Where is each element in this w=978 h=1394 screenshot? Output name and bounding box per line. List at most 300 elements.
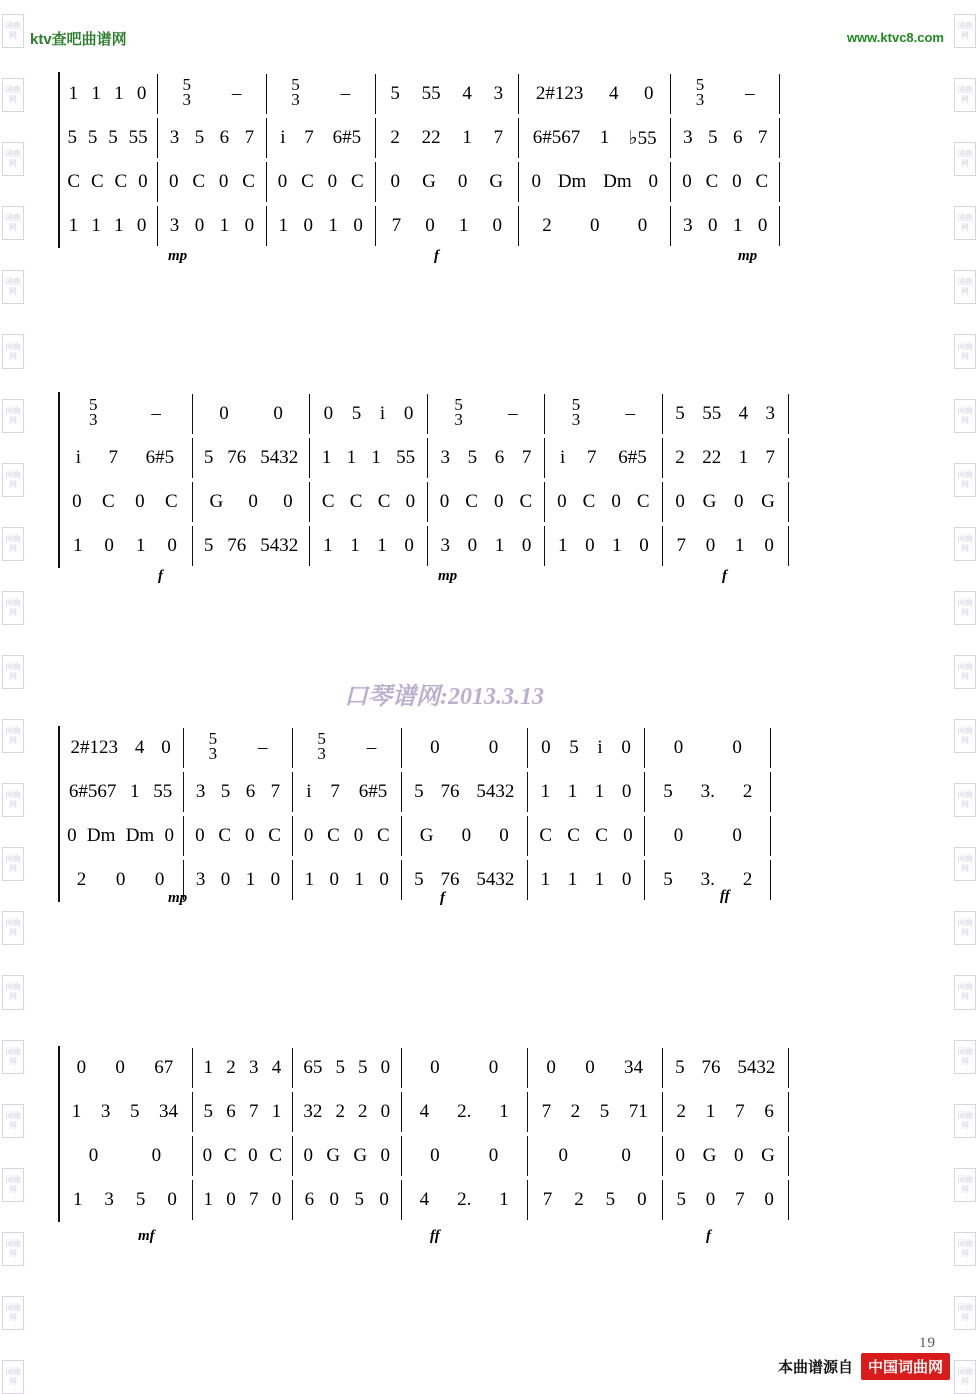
note: 5 — [605, 1189, 616, 1210]
note: 0 — [248, 1145, 258, 1166]
note: G — [761, 491, 775, 512]
watermark-tile — [954, 1296, 976, 1330]
note: 3 — [169, 215, 180, 236]
note: 2 — [226, 1057, 236, 1078]
measure — [528, 1180, 663, 1220]
note: 5 — [203, 447, 214, 468]
watermark-tile — [2, 527, 24, 561]
watermark-tile — [2, 1360, 24, 1394]
note: 0 — [585, 1057, 595, 1078]
watermark-tile — [2, 14, 24, 48]
measure — [193, 1092, 293, 1132]
watermark-tile — [954, 655, 976, 689]
note: 76 — [440, 781, 460, 802]
note: 1 — [499, 1101, 509, 1122]
measure — [58, 438, 193, 478]
note: C — [321, 491, 335, 512]
measure — [158, 206, 267, 246]
note: 0 — [673, 737, 684, 758]
watermark-tile — [2, 719, 24, 753]
note: Dm — [86, 825, 116, 846]
note: 0 — [521, 535, 532, 556]
note: C — [327, 825, 340, 846]
watermark-text: 词曲网 — [5, 1302, 21, 1322]
note: 0 — [621, 869, 632, 890]
note: 5432 — [476, 869, 515, 890]
note: 0 — [589, 215, 600, 236]
measure — [293, 860, 402, 900]
staff-row-chord — [58, 1134, 928, 1178]
watermark-text: 词曲网 — [5, 1110, 21, 1130]
note: 76 — [701, 1057, 721, 1078]
note: C — [90, 171, 104, 192]
note: 6#567 — [68, 781, 117, 802]
measure — [184, 860, 293, 900]
note: 2 — [570, 1101, 581, 1122]
note: 3 — [195, 781, 206, 802]
watermark-text: 词曲网 — [957, 1238, 973, 1258]
note: 1 — [271, 1101, 282, 1122]
note: 3 — [765, 403, 776, 424]
footer-credit — [778, 1353, 950, 1380]
note: Dm — [557, 171, 587, 192]
note: 0 — [461, 825, 472, 846]
note: C — [223, 1145, 237, 1166]
note: G — [489, 171, 504, 192]
note: 7 — [330, 781, 340, 802]
note: 1 — [72, 535, 83, 556]
note: 7 — [248, 1101, 259, 1122]
watermark-tile — [2, 142, 24, 176]
note: 5432 — [260, 447, 299, 468]
note: 7 — [248, 1189, 259, 1210]
staff-row-melody — [58, 392, 928, 436]
note: 5 — [708, 127, 718, 148]
measure — [663, 394, 789, 434]
note: 0 — [675, 491, 685, 512]
staff-row-harmony — [58, 1090, 928, 1134]
measure — [402, 860, 528, 900]
measure — [663, 526, 789, 566]
note: 6 — [226, 1101, 236, 1122]
note: C — [192, 171, 205, 192]
measure — [193, 482, 310, 522]
note: 0 — [733, 491, 744, 512]
note: 0 — [541, 737, 551, 758]
note: 3. — [700, 781, 715, 802]
note: 0 — [379, 869, 389, 890]
note: 0 — [499, 825, 509, 846]
note: 7 — [735, 1189, 745, 1210]
measure — [293, 1180, 402, 1220]
measure — [293, 1092, 402, 1132]
note: 0 — [493, 491, 504, 512]
note: C — [755, 171, 769, 192]
watermark-text: 词曲网 — [957, 21, 973, 41]
note: 0 — [585, 535, 595, 556]
measure — [528, 860, 645, 900]
watermark-text: 词曲网 — [5, 982, 21, 1002]
measure — [193, 1048, 293, 1088]
note: 0 — [488, 1057, 499, 1078]
note: 5 — [414, 869, 424, 890]
watermark-tile — [2, 78, 24, 112]
note: 0 — [757, 215, 768, 236]
note: 5 3 — [291, 74, 300, 110]
note: 0 — [353, 825, 364, 846]
note: 0 — [430, 1057, 440, 1078]
staff-row-melody — [58, 1046, 928, 1090]
note: 55 — [396, 447, 416, 468]
note: 0 — [244, 215, 255, 236]
note: 6 — [219, 127, 230, 148]
note: G — [326, 1145, 341, 1166]
note: C — [636, 491, 650, 512]
watermark-tile — [954, 14, 976, 48]
note: 2 — [742, 869, 753, 890]
note: C — [567, 825, 580, 846]
note: 32 — [303, 1101, 323, 1122]
note: 0 — [104, 535, 114, 556]
measure — [428, 526, 545, 566]
note: 1 — [499, 1189, 509, 1210]
note: 1 — [735, 535, 745, 556]
note: 0 — [248, 491, 258, 512]
watermark-text: 词曲网 — [5, 790, 21, 810]
note: C — [377, 825, 390, 846]
note: C — [350, 171, 364, 192]
note: 5 — [675, 1057, 685, 1078]
measure — [528, 1092, 663, 1132]
note: 0 — [708, 215, 718, 236]
note: 1 — [354, 869, 364, 890]
note: C — [114, 171, 128, 192]
measure — [376, 74, 520, 114]
measure — [58, 1048, 193, 1088]
note: 0 — [546, 1057, 556, 1078]
note: 0 — [161, 737, 171, 758]
note: 0 — [115, 869, 126, 890]
note: 1 — [557, 535, 568, 556]
note: 2#123 — [70, 737, 118, 758]
note: 4 — [419, 1189, 430, 1210]
note: G — [353, 1145, 368, 1166]
note: 1 — [68, 215, 79, 236]
note: G — [209, 491, 224, 512]
note: 0 — [327, 171, 338, 192]
note: 55 — [153, 781, 173, 802]
note: 65 — [303, 1057, 323, 1078]
note: 7 — [765, 447, 776, 468]
note: 0 — [764, 1189, 774, 1210]
note: – — [231, 83, 242, 104]
measure — [267, 206, 376, 246]
note: 1 — [203, 1057, 213, 1078]
measure — [193, 1136, 293, 1176]
note: 3 — [683, 215, 693, 236]
site-name-left: ktv查吧曲谱网 — [30, 31, 127, 48]
note: 5 — [569, 737, 579, 758]
note: 76 — [227, 447, 247, 468]
note: 0 — [705, 535, 716, 556]
note: 0 — [557, 491, 567, 512]
note: 0 — [202, 1145, 213, 1166]
watermark-text: 词曲网 — [5, 277, 21, 297]
note: 6 — [245, 781, 256, 802]
note: 2. — [457, 1101, 472, 1122]
measure — [428, 482, 545, 522]
note: i — [560, 447, 566, 468]
note: 0 — [167, 535, 177, 556]
watermark-text: 词曲网 — [957, 1174, 973, 1194]
note: 5 3 — [317, 728, 326, 764]
note: 55 — [421, 83, 441, 104]
measure — [58, 482, 193, 522]
note: 0 — [644, 83, 654, 104]
watermark-text: 词曲网 — [957, 726, 973, 746]
measure — [645, 816, 771, 856]
note: 4 — [608, 83, 619, 104]
note: 5 — [203, 535, 214, 556]
note: 2 — [742, 781, 753, 802]
note: 4 — [134, 737, 145, 758]
note: G — [422, 171, 436, 192]
staff-row-chord — [58, 814, 928, 858]
watermark-tile — [954, 1360, 976, 1394]
note: 1 — [71, 1101, 82, 1122]
note: 0 — [637, 215, 648, 236]
dynamic-marking: f — [434, 248, 439, 264]
watermark-text: 词曲网 — [5, 918, 21, 938]
measure — [545, 526, 662, 566]
dynamic-marking: f — [722, 568, 727, 584]
note: C — [269, 1145, 283, 1166]
measure — [402, 1180, 528, 1220]
measure — [58, 162, 158, 202]
watermark-text: 词曲网 — [5, 149, 21, 169]
watermark-text: 词曲网 — [957, 533, 973, 553]
watermark-text: 词曲网 — [5, 661, 21, 681]
watermark-tile — [954, 334, 976, 368]
measure — [293, 1136, 402, 1176]
note: 0 — [283, 491, 293, 512]
note: 2 — [76, 869, 87, 890]
staff-row-harmony — [58, 436, 928, 480]
measure — [528, 772, 645, 812]
note: 5 3 — [182, 74, 191, 110]
measure — [545, 438, 662, 478]
note: 2 — [676, 1101, 687, 1122]
note: 6 — [494, 447, 505, 468]
watermark-tile — [2, 1296, 24, 1330]
note: 0 — [439, 491, 450, 512]
measure — [402, 1092, 528, 1132]
note: 3 — [169, 127, 180, 148]
note: C — [242, 171, 255, 192]
note: 0 — [168, 171, 179, 192]
watermark-text: 词曲网 — [957, 341, 973, 361]
note: 0 — [705, 1189, 716, 1210]
note: 5 — [87, 127, 98, 148]
score-system — [58, 392, 928, 584]
watermark-text: 词曲网 — [5, 1367, 21, 1387]
note: 7 — [757, 127, 768, 148]
watermark-text: 词曲网 — [957, 597, 973, 617]
measure — [58, 860, 184, 900]
watermark-tile — [954, 1104, 976, 1138]
note: 1 — [494, 535, 505, 556]
note: 5432 — [260, 535, 299, 556]
note: 34 — [623, 1057, 643, 1078]
note: 1 — [203, 1189, 213, 1210]
watermark-tile — [954, 783, 976, 817]
note: 67 — [154, 1057, 174, 1078]
note: 1 — [278, 215, 289, 236]
measure — [293, 728, 402, 768]
watermark-tile — [2, 975, 24, 1009]
note: – — [625, 403, 635, 424]
note: 5 — [354, 1189, 364, 1210]
watermark-tile — [2, 399, 24, 433]
note: 1 — [567, 869, 578, 890]
note: 0 — [404, 535, 414, 556]
note: 0 — [531, 171, 541, 192]
note: 5 — [194, 127, 205, 148]
watermark-text: 词曲网 — [5, 1046, 21, 1066]
note: 3 — [104, 1189, 114, 1210]
note: C — [164, 491, 178, 512]
measure — [293, 816, 402, 856]
note: 0 — [136, 83, 147, 104]
measure — [645, 772, 771, 812]
note: C — [539, 825, 553, 846]
note: 2 — [335, 1101, 345, 1122]
watermark-text: 词曲网 — [957, 213, 973, 233]
measure — [519, 74, 671, 114]
measure — [545, 394, 662, 434]
note: 0 — [329, 869, 340, 890]
note: 5 — [599, 1101, 610, 1122]
dynamic-marking: ff — [430, 1228, 440, 1244]
watermark-tile — [2, 1232, 24, 1266]
note: 1 — [350, 535, 360, 556]
watermark-tile — [954, 975, 976, 1009]
measure — [58, 526, 193, 566]
measure — [184, 816, 293, 856]
note: 0 — [558, 1145, 568, 1166]
watermark-tile — [2, 270, 24, 304]
note: Dm — [125, 825, 155, 846]
measure — [645, 728, 771, 768]
dynamic-marking: f — [440, 890, 445, 906]
note: 0 — [226, 1189, 236, 1210]
note: 7 — [735, 1101, 745, 1122]
measure — [267, 74, 376, 114]
measure — [58, 206, 158, 246]
watermark-text: 词曲网 — [5, 213, 21, 233]
note: 0 — [218, 171, 229, 192]
note: 2#123 — [535, 83, 584, 104]
note: 0 — [488, 737, 499, 758]
note: 2 — [542, 215, 552, 236]
note: 4 — [419, 1101, 430, 1122]
measure — [58, 74, 158, 114]
watermark-tile — [954, 463, 976, 497]
measure — [402, 772, 528, 812]
watermark-text: 词曲网 — [957, 790, 973, 810]
note: ♭55 — [628, 127, 657, 149]
note: 5 — [358, 1057, 368, 1078]
note: i — [306, 781, 312, 802]
note: 0 — [637, 1189, 647, 1210]
measure — [671, 74, 780, 114]
note: 0 — [648, 171, 658, 192]
note: 3 — [440, 447, 451, 468]
measure — [663, 1048, 789, 1088]
score-system — [58, 726, 928, 906]
measure — [663, 438, 789, 478]
note: 0 — [72, 491, 82, 512]
note: 5 — [220, 781, 231, 802]
note: 5 — [414, 781, 424, 802]
measure — [58, 118, 158, 158]
note: 1 — [458, 215, 469, 236]
footer-source-label: 本曲谱源自 — [777, 1359, 853, 1376]
note: 1 — [114, 215, 124, 236]
footer-brand-badge[interactable]: 中国词曲网 — [861, 1353, 950, 1380]
note: 1 — [135, 535, 146, 556]
measure — [58, 394, 193, 434]
note: 4 — [271, 1057, 282, 1078]
measure — [58, 772, 184, 812]
watermark-tile — [954, 527, 976, 561]
note: 1 — [540, 869, 551, 890]
note: 7 — [304, 127, 314, 148]
note: 6 — [304, 1189, 315, 1210]
staff-row-bass — [58, 524, 928, 568]
note: 3 — [683, 127, 693, 148]
watermark-text: 词曲网 — [957, 1302, 973, 1322]
note: 0 — [390, 171, 401, 192]
note: 0 — [405, 491, 416, 512]
note: 0 — [611, 491, 621, 512]
note: 5 — [203, 1101, 213, 1122]
note: 1 — [567, 781, 578, 802]
measure — [428, 394, 545, 434]
note: 7 — [391, 215, 402, 236]
measure — [519, 162, 671, 202]
note: 0 — [467, 535, 478, 556]
watermark-tile — [954, 591, 976, 625]
note: 5432 — [737, 1057, 776, 1078]
watermark-tile — [2, 591, 24, 625]
note: 1 — [219, 215, 230, 236]
note: 6#5 — [145, 447, 175, 468]
center-watermark: 口琴谱网:2013.3.13 — [344, 684, 544, 710]
note: 6 — [764, 1101, 774, 1122]
measure — [545, 482, 662, 522]
note: 1 — [304, 869, 315, 890]
note: 5 3 — [454, 394, 463, 430]
note: 0 — [323, 403, 334, 424]
note: 0 — [639, 535, 649, 556]
note: 0 — [167, 1189, 177, 1210]
note: 3. — [700, 869, 715, 890]
measure — [267, 118, 376, 158]
note: 55 — [702, 403, 722, 424]
note: 7 — [676, 535, 686, 556]
watermark-tile — [2, 1040, 24, 1074]
